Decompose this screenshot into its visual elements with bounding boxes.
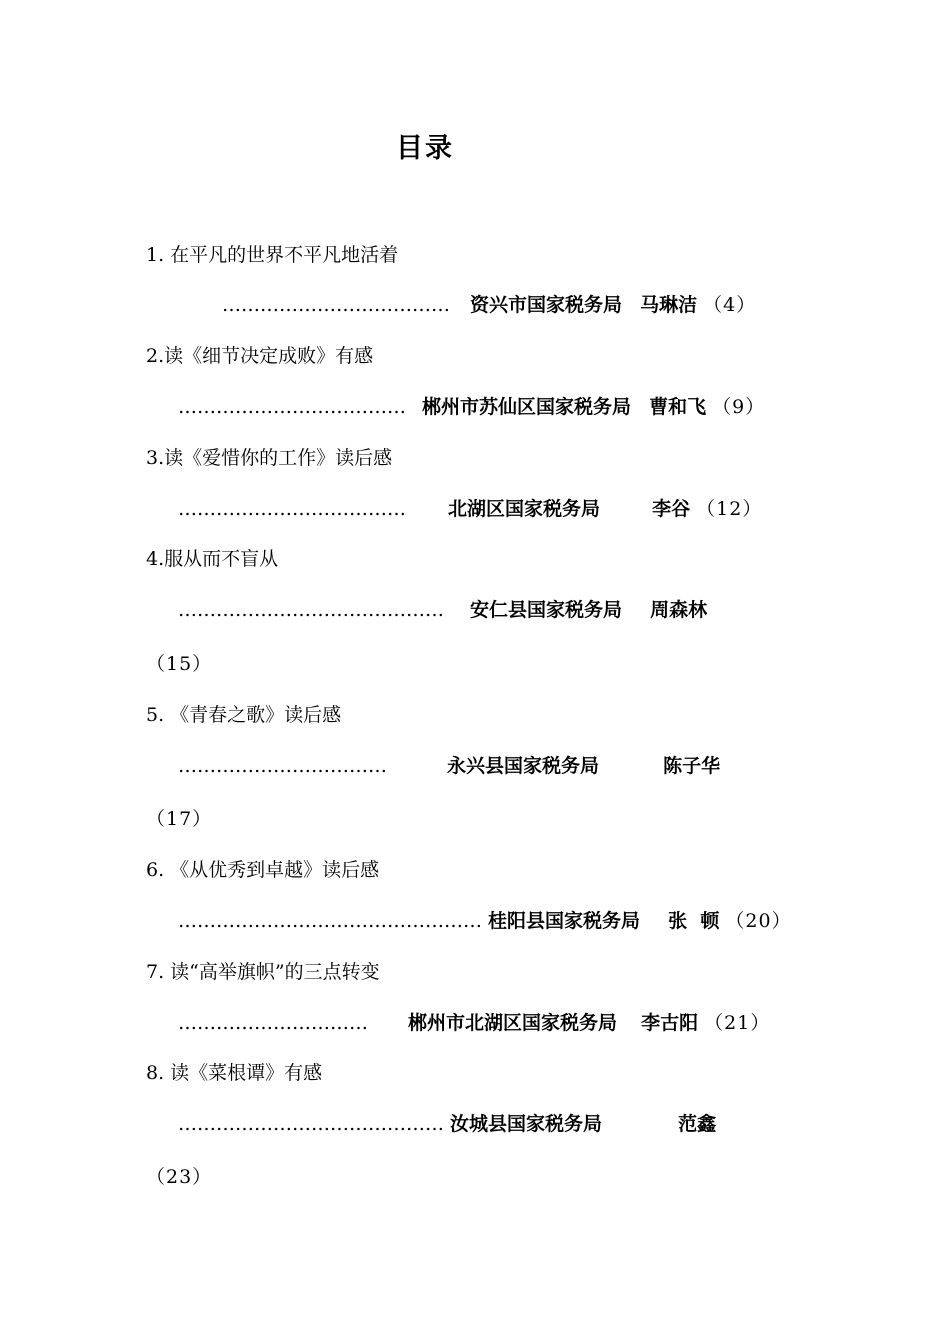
- page-number: （4）: [703, 294, 757, 316]
- author-name: 张 顿: [668, 910, 720, 932]
- toc-entry-1-heading: 1. 在平凡的世界不平凡地活着: [146, 244, 399, 266]
- tax-bureau-name: 桂阳县国家税务局: [488, 910, 641, 932]
- toc-entry-8-page-number: （23）: [146, 1166, 213, 1188]
- page-number: （21）: [704, 1012, 771, 1034]
- toc-entry-2-heading: 2.读《细节决定成败》有感: [146, 345, 374, 367]
- toc-entry-4-detail: [178, 597, 707, 623]
- toc-entry-1-detail: [222, 292, 756, 318]
- toc-entry-4-heading: 4.服从而不盲从: [146, 548, 279, 570]
- dot-leader: …………………………………………: [178, 910, 482, 932]
- author-name: 李古阳: [641, 1012, 699, 1034]
- dot-leader: …………………………: [178, 1012, 368, 1034]
- toc-entry-3-heading: 3.读《爱惜你的工作》读后感: [146, 447, 393, 469]
- tax-bureau-name: 北湖区国家税务局: [448, 498, 601, 520]
- author-name: 马琳洁: [640, 294, 698, 316]
- toc-entry-5-heading: 5. 《青春之歌》读后感: [146, 704, 342, 726]
- dot-leader: ………………………………: [178, 396, 406, 418]
- author-name: 李谷: [652, 498, 691, 520]
- toc-entry-5-detail: [178, 753, 720, 779]
- dot-leader: ……………………………: [178, 755, 387, 777]
- tax-bureau-name: 郴州市北湖区国家税务局: [408, 1012, 618, 1034]
- tax-bureau-name: 郴州市苏仙区国家税务局: [422, 396, 632, 418]
- dot-leader: ………………………………: [178, 498, 406, 520]
- author-name: 陈子华: [663, 755, 721, 777]
- tax-bureau-name: 永兴县国家税务局: [447, 755, 600, 777]
- toc-entry-6-detail: [178, 908, 792, 934]
- toc-entry-6-heading: 6. 《从优秀到卓越》读后感: [146, 859, 380, 881]
- tax-bureau-name: 资兴市国家税务局: [470, 294, 623, 316]
- toc-entry-7-detail: [178, 1010, 770, 1036]
- page-number: （20）: [725, 910, 792, 932]
- author-name: 范鑫: [678, 1113, 717, 1135]
- toc-entry-7-heading: 7. 读“高举旗帜”的三点转变: [146, 961, 380, 983]
- toc-entry-2-detail: [178, 394, 765, 420]
- toc-entry-4-page-number: （15）: [146, 653, 213, 675]
- tax-bureau-name: 安仁县国家税务局: [470, 599, 623, 621]
- author-name: 周森林: [650, 599, 708, 621]
- toc-entry-3-detail: [178, 496, 762, 522]
- author-name: 曹和飞: [649, 396, 707, 418]
- dot-leader: ………………………………: [222, 294, 450, 316]
- toc-entry-5-page-number: （17）: [146, 808, 213, 830]
- dot-leader: ……………………………………: [178, 599, 444, 621]
- page-number: （12）: [696, 498, 763, 520]
- dot-leader: ……………………………………: [178, 1113, 444, 1135]
- toc-entry-8-detail: [178, 1111, 716, 1137]
- tax-bureau-name: 汝城县国家税务局: [450, 1113, 603, 1135]
- page-title: 目录: [396, 133, 454, 164]
- toc-entry-8-heading: 8. 读《菜根谭》有感: [146, 1062, 323, 1084]
- page-number: （9）: [712, 396, 766, 418]
